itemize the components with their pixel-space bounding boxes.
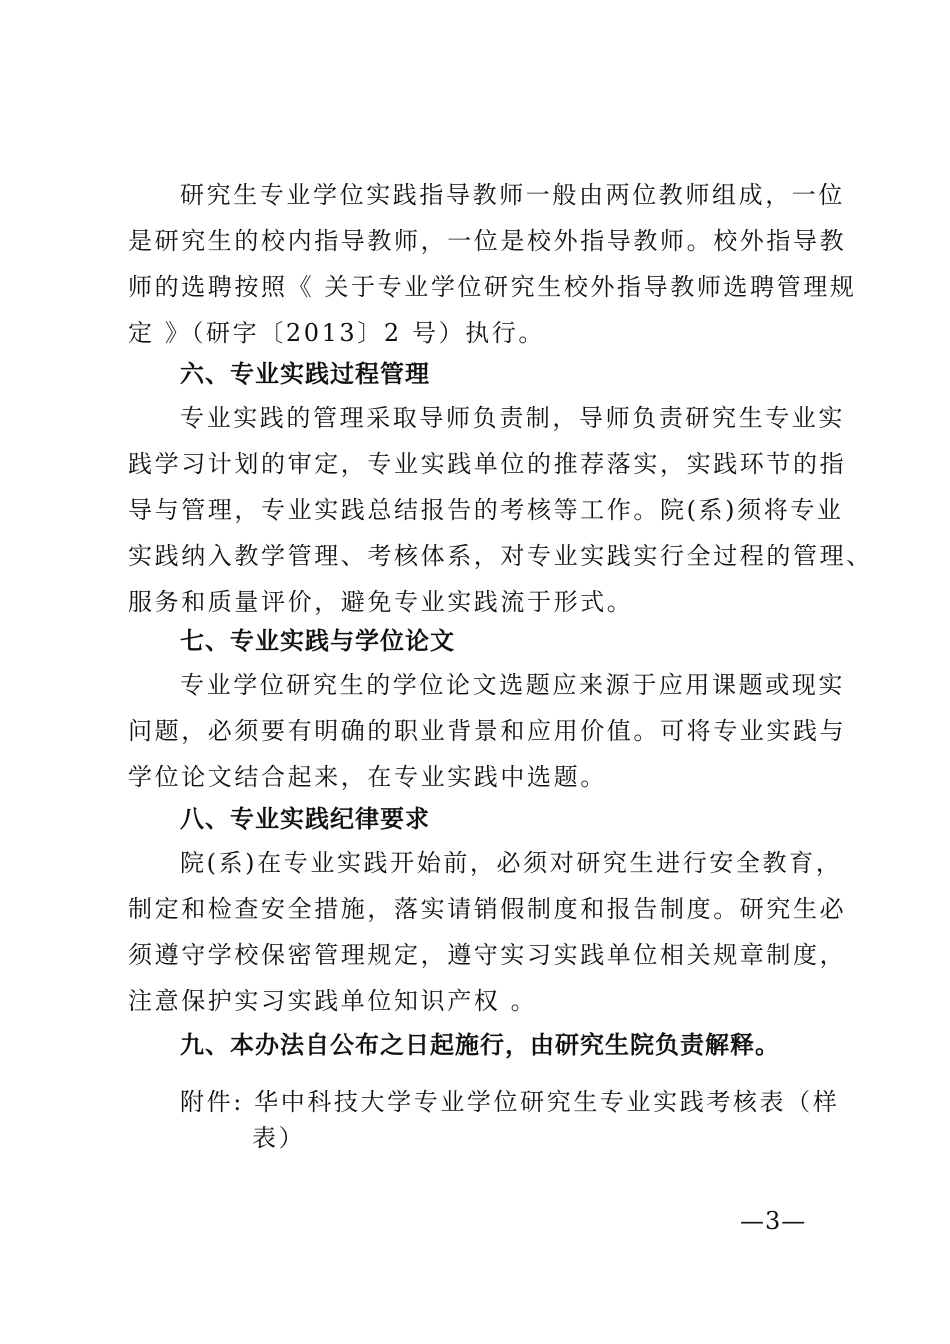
paragraph-line: 服务和质量评价，避免专业实践流于形式。: [128, 588, 634, 616]
section-heading: 七、专业实践与学位论文: [180, 627, 455, 655]
paragraph-line: 专业实践的管理采取导师负责制，导师负责研究生专业实: [180, 404, 845, 432]
section-heading: 九、本办法自公布之日起施行，由研究生院负责解释。: [180, 1031, 780, 1059]
section-heading-6: [128, 351, 830, 397]
paragraph-line: 问题，必须要有明确的职业背景和应用价值。可将专业实践与: [128, 717, 847, 745]
attachment-line: 附件: 华中科技大学专业学位研究生专业实践考核表（样: [180, 1088, 840, 1116]
section-heading-8: [128, 796, 830, 842]
paragraph-line: 专业学位研究生的学位论文选题应来源于应用课题或现实: [180, 671, 845, 699]
attachment-note: [128, 1084, 840, 1156]
paragraph-thesis: [128, 662, 847, 800]
paragraph-line: 师的选聘按照《 关于专业学位研究生校外指导教师选聘管理规: [128, 273, 857, 301]
attachment-line: 表）: [252, 1124, 306, 1152]
paragraph-line: 实践纳入教学管理、考核体系，对专业实践实行全过程的管理、: [128, 542, 873, 570]
paragraph-discipline: [128, 840, 847, 1024]
paragraph-line: 研究生专业学位实践指导教师一般由两位教师组成，一位: [180, 181, 845, 209]
paragraph-line: 学位论文结合起来，在专业实践中选题。: [128, 763, 607, 791]
section-heading-7: [128, 618, 830, 664]
page-number: —3—: [740, 1207, 807, 1235]
section-heading-9: [128, 1022, 830, 1068]
paragraph-line: 须遵守学校保密管理规定，遵守实习实践单位相关规章制度，: [128, 941, 847, 969]
paragraph-line: 是研究生的校内指导教师，一位是校外指导教师。校外指导教: [128, 227, 847, 255]
paragraph-line: 导与管理，专业实践总结报告的考核等工作。院(系)须将专业: [128, 496, 844, 524]
paragraph-line: 践学习计划的审定，专业实践单位的推荐落实，实践环节的指: [128, 450, 847, 478]
paragraph-supervisors: [128, 172, 857, 356]
paragraph-line: 制定和检查安全措施，落实请销假制度和报告制度。研究生必: [128, 895, 847, 923]
paragraph-line: 定 》（研字〔2013〕2 号）执行。: [128, 319, 546, 347]
paragraph-line: 注意保护实习实践单位知识产权 。: [128, 987, 538, 1015]
paragraph-line: 院(系)在专业实践开始前，必须对研究生进行安全教育，: [180, 849, 843, 877]
paragraph-process-management: [128, 395, 873, 625]
section-heading: 八、专业实践纪律要求: [180, 805, 430, 833]
section-heading: 六、专业实践过程管理: [180, 360, 430, 388]
